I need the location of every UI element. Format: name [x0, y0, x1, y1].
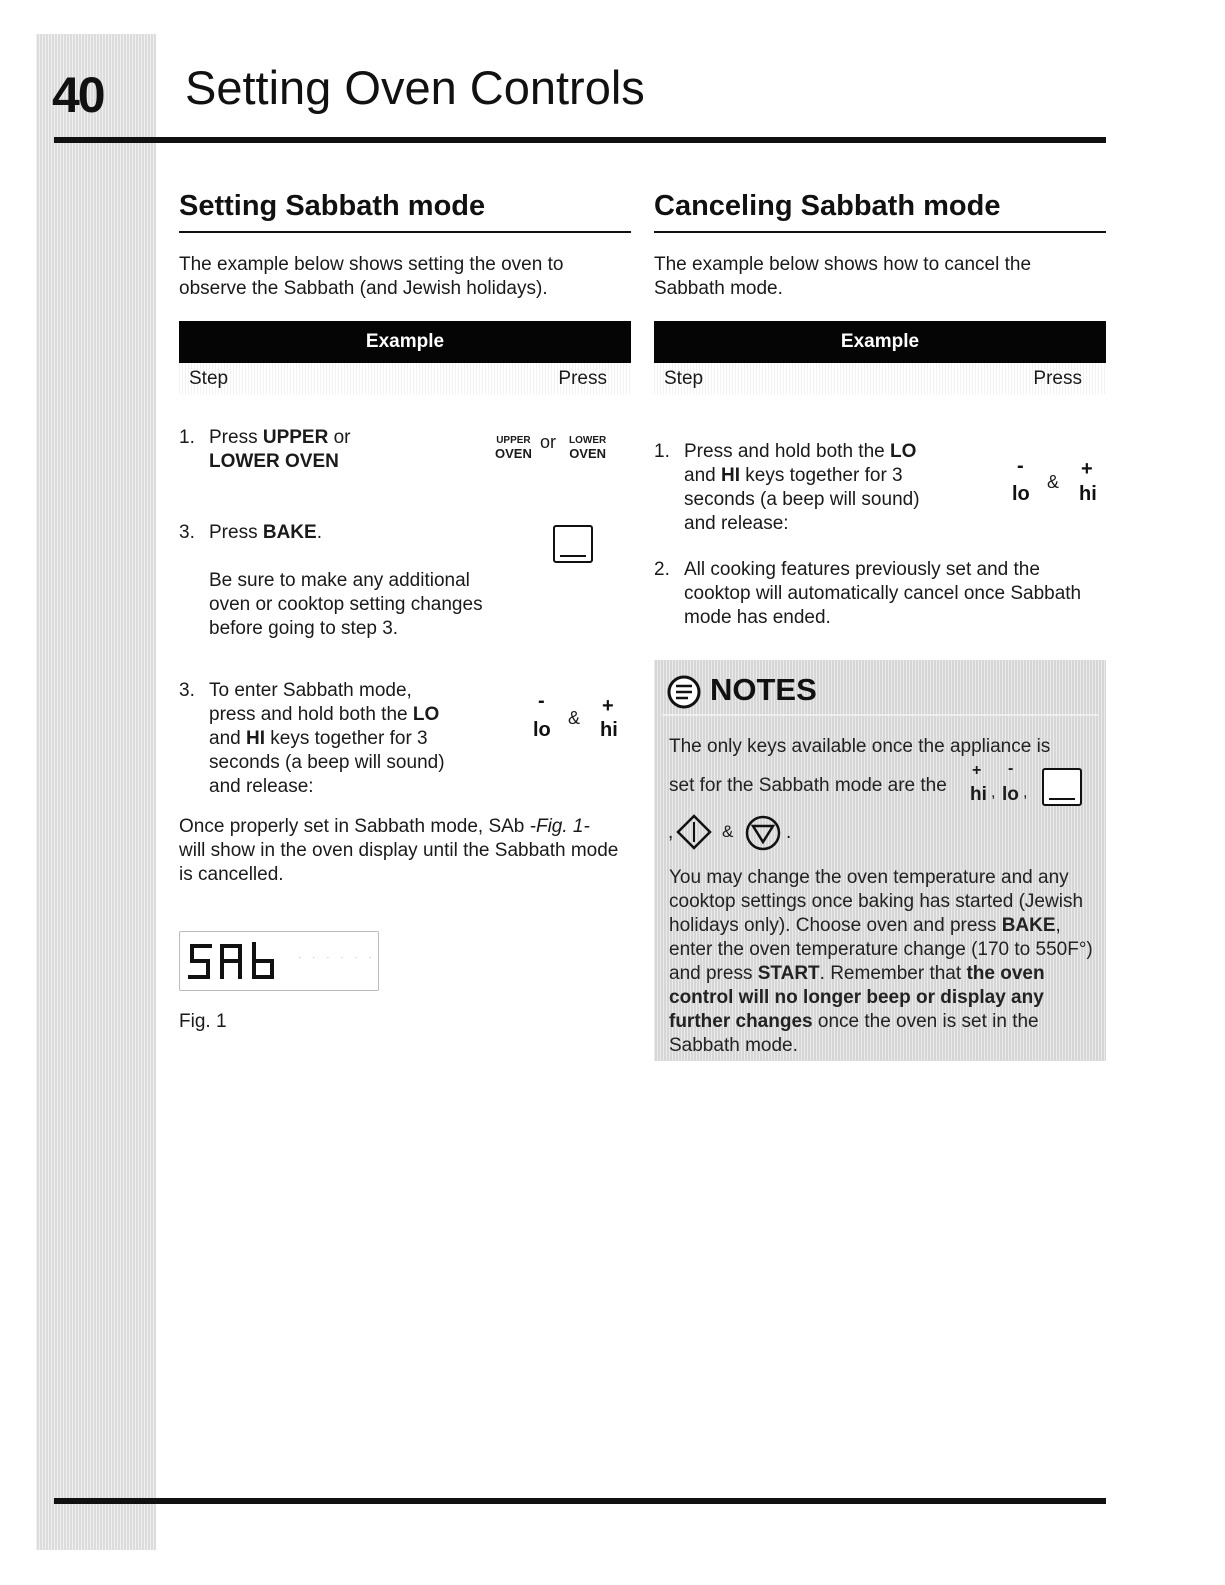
sab-segment-display [184, 932, 294, 990]
notes-hi-key[interactable]: hi [970, 784, 987, 805]
lo-key[interactable]: lo [1012, 483, 1030, 505]
oven-display-figure [179, 931, 379, 991]
step-press-header [179, 363, 631, 394]
example-table [654, 321, 1106, 394]
left-step-1: 1. Press UPPER or LOWER OVEN [179, 427, 351, 472]
left-step-2: 3. Press BAKE. [179, 522, 322, 543]
notes-heading: NOTES [710, 672, 817, 707]
step-press-header [654, 363, 1106, 394]
ampersand: & [1047, 472, 1060, 492]
right-step-1: 1. Press and hold both the LO and HI keys together for 3 seconds (a beep will sound) and release: [654, 441, 920, 534]
up-down-arrow-key-icon[interactable] [676, 814, 712, 850]
notes-ampersand: & [722, 822, 734, 841]
step-header: Step [189, 368, 229, 389]
setting-sabbath-section [179, 190, 631, 394]
notes-hi-plus: + [972, 762, 982, 779]
or-label: or [540, 432, 557, 452]
notes-period: . [786, 822, 792, 843]
example-header: Example [179, 321, 631, 363]
notes-lo-key[interactable]: lo [1002, 784, 1019, 805]
notes-box [654, 660, 1106, 1061]
upper-oven-key[interactable]: UPPER OVEN [495, 435, 532, 461]
notes-comma-1: , [991, 784, 996, 801]
down-arrow-key-icon[interactable] [745, 815, 781, 851]
press-header: Press [1033, 368, 1082, 389]
right-step-2: 2. All cooking features previously set and the cooktop will automatically cancel once Sabbath mode has ended. [654, 559, 1082, 628]
section-title: Setting Sabbath mode [179, 190, 631, 233]
hi-plus-sign: + [1081, 458, 1093, 480]
page-number: 40 [52, 67, 104, 123]
section-intro: The example below shows setting the oven to observe the Sabbath (and Jewish holidays). [179, 254, 564, 299]
ampersand: & [568, 708, 581, 728]
example-header: Example [654, 321, 1106, 363]
lo-key[interactable]: lo [533, 719, 551, 741]
notes-divider [662, 714, 1098, 716]
notes-line-1: The only keys available once the appliance is [669, 736, 1051, 757]
notes-icon [666, 674, 702, 710]
section-intro: The example below shows how to cancel the Sabbath mode. [654, 254, 1032, 299]
bake-key-icon[interactable] [553, 525, 593, 563]
display-dots: · · · · · · [298, 952, 376, 963]
page-title: Setting Oven Controls [185, 61, 645, 114]
left-after-text: Once properly set in Sabbath mode, SAb -Fig. 1- will show in the oven display until the Sabbath mode is cancelled. [179, 816, 619, 885]
step-header: Step [664, 368, 704, 389]
notes-bake-key-icon[interactable] [1042, 768, 1082, 806]
notes-comma-3: , [668, 822, 674, 843]
section-title: Canceling Sabbath mode [654, 190, 1106, 233]
hi-key[interactable]: hi [1079, 483, 1097, 505]
canceling-sabbath-section [654, 190, 1106, 394]
notes-comma-2: , [1023, 784, 1028, 801]
footer-rule [54, 1498, 1106, 1504]
example-table [179, 321, 631, 394]
figure-caption: Fig. 1 [179, 1011, 227, 1032]
lo-minus-sign: - [1017, 455, 1024, 477]
hi-key[interactable]: hi [600, 719, 618, 741]
left-step-2-note: Be sure to make any additional oven or cooktop setting changes before going to step 3. [209, 570, 483, 639]
lower-oven-key[interactable]: LOWER OVEN [569, 435, 607, 461]
header-rule [54, 137, 1106, 143]
lo-minus-sign: - [538, 690, 545, 712]
hi-plus-sign: + [602, 695, 614, 717]
notes-paragraph-2: You may change the oven temperature and any cooktop settings once baking has started (Jewish holidays only). Choose oven and press BAKE, enter the oven temperature change (170 to 550F°) and press START. Remember that the oven control will no longer beep or display any further changes once the oven is set in the Sabbath mode. [669, 867, 1093, 1056]
press-header: Press [558, 368, 607, 389]
left-step-3: 3. To enter Sabbath mode, press and hold both the LO and HI keys together for 3 seconds (a beep will sound) and release: [179, 680, 445, 797]
page-sidebar-band [36, 34, 156, 1550]
notes-lo-minus: - [1008, 760, 1014, 777]
notes-line-2: set for the Sabbath mode are the [669, 775, 947, 796]
